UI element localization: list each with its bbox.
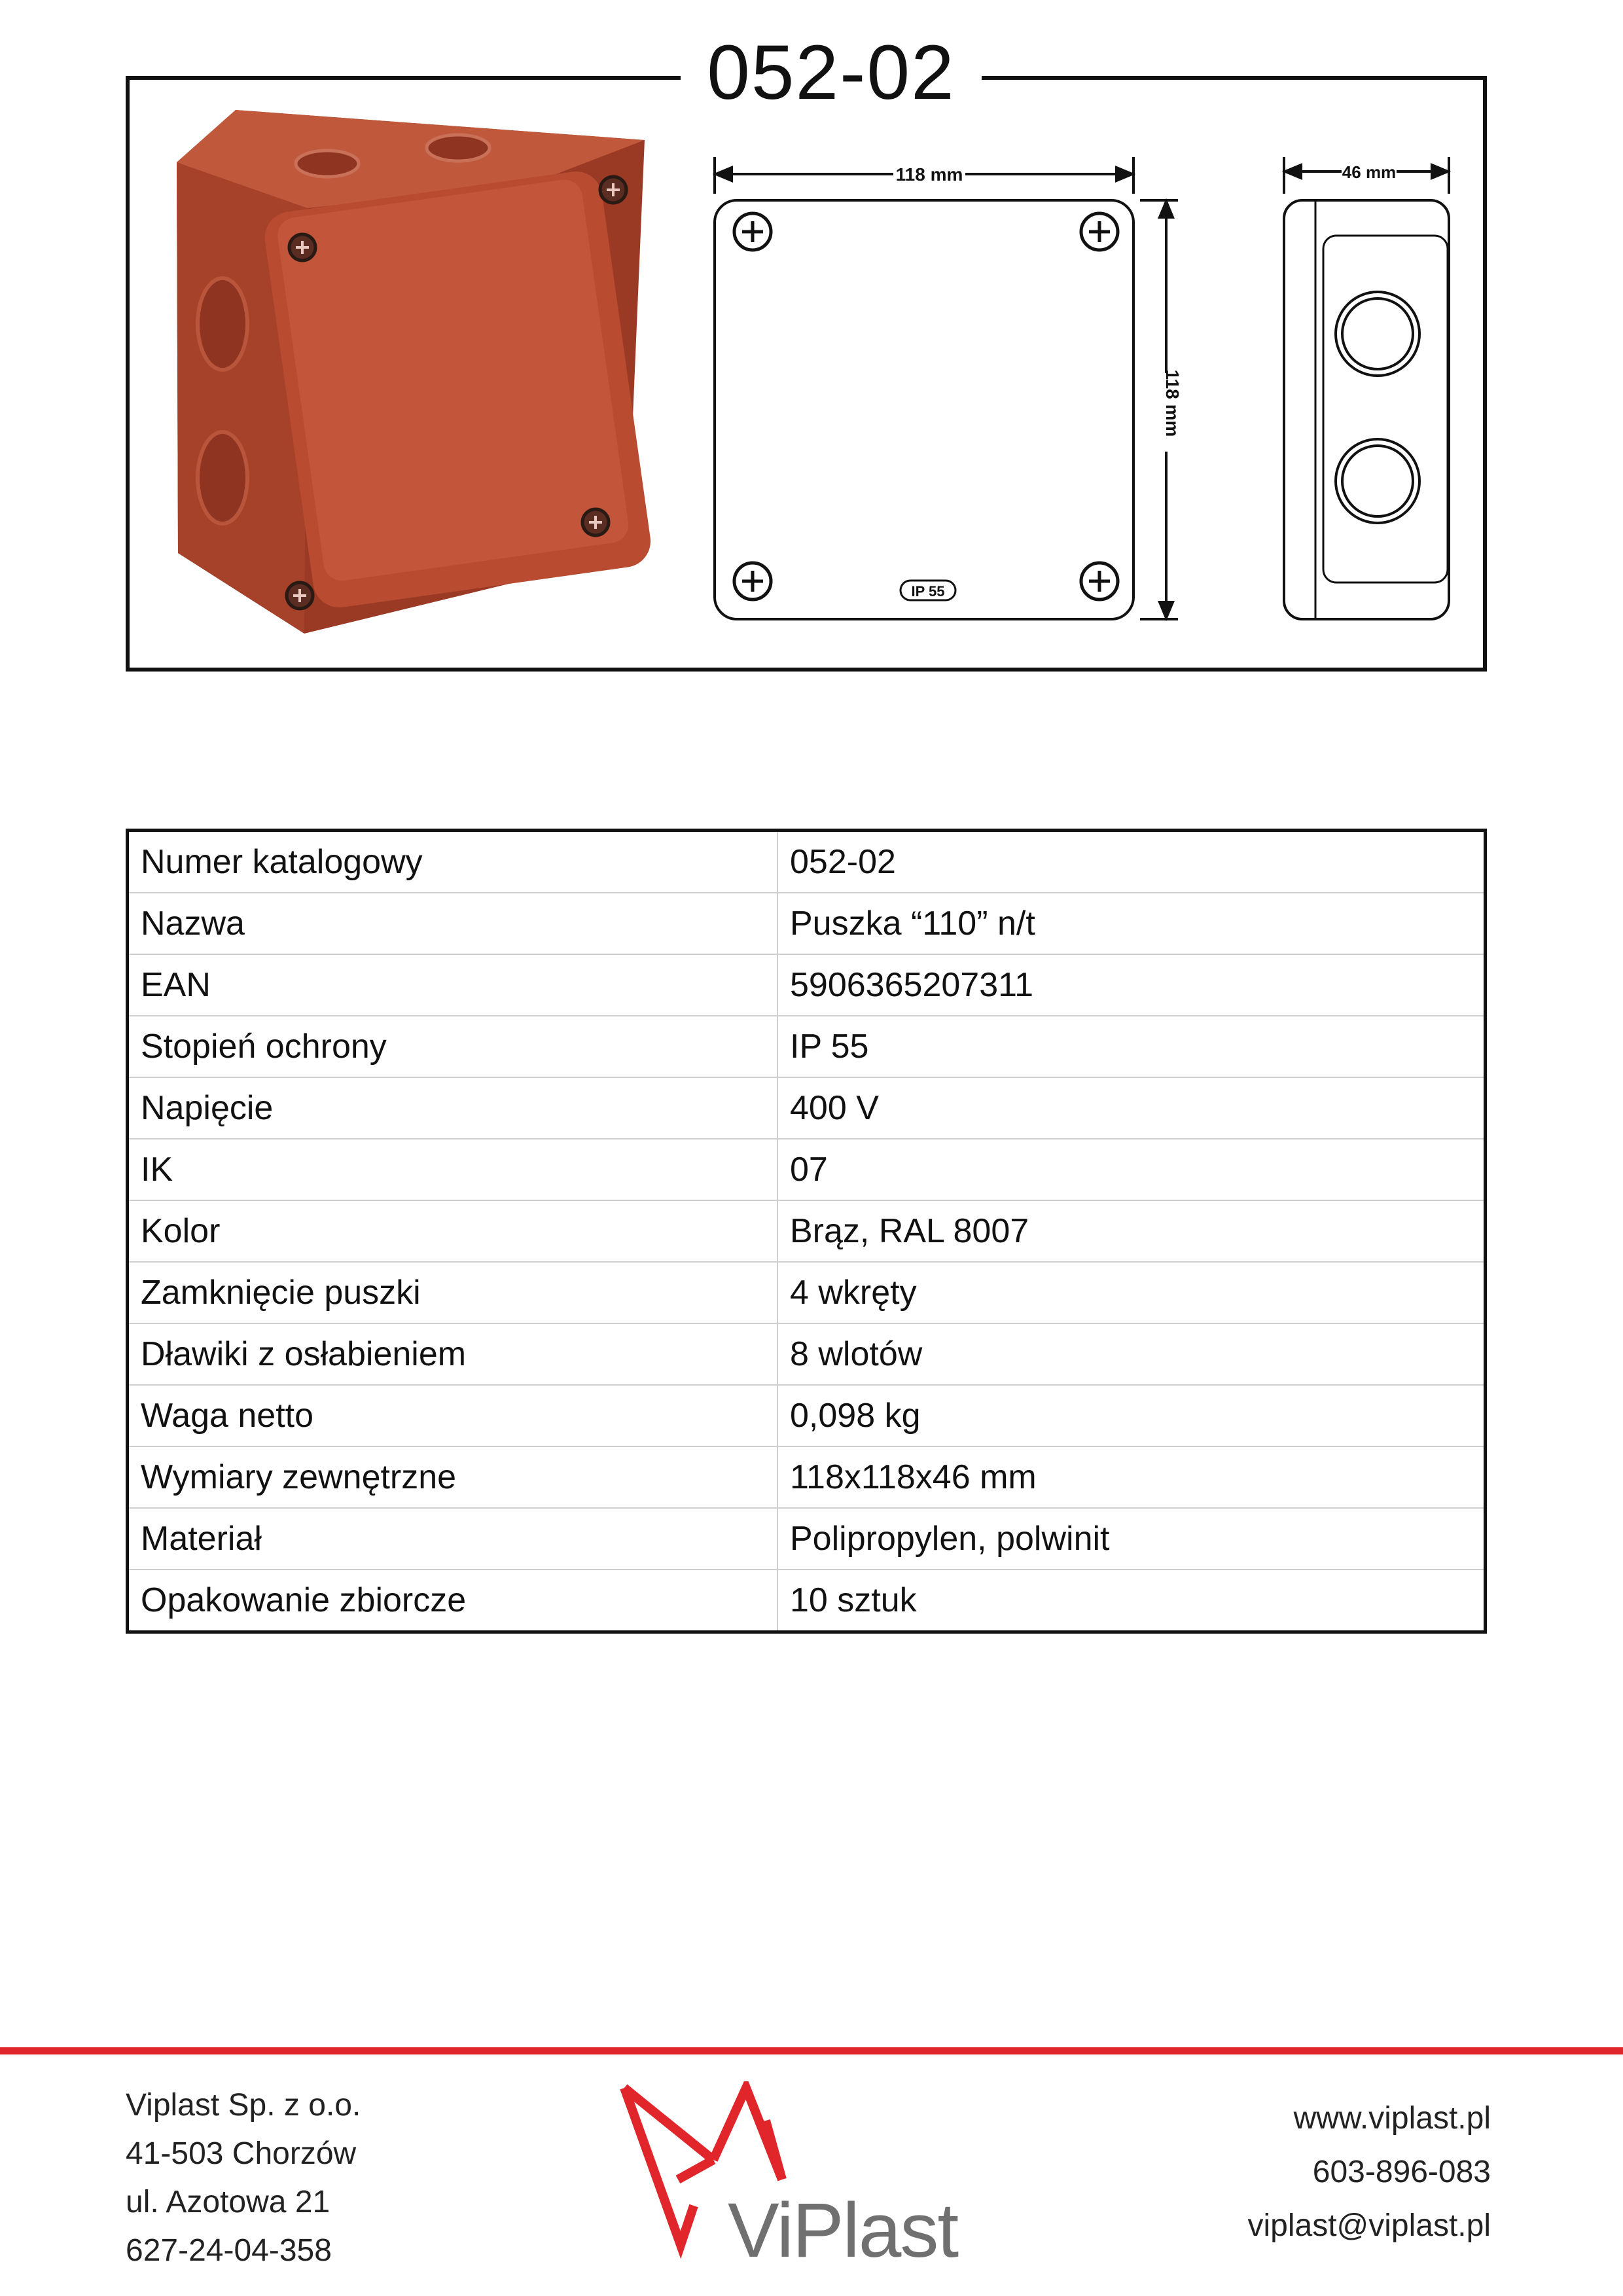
product-drawings — [0, 0, 1623, 694]
spec-value: 8 wlotów — [777, 1323, 1486, 1385]
table-row — [128, 1262, 1486, 1323]
spec-value: 118x118x46 mm — [777, 1446, 1486, 1508]
spec-key: Zamknięcie puszki — [128, 1262, 778, 1323]
spec-key: Numer katalogowy — [128, 831, 778, 893]
product-code-title: 052-02 — [681, 30, 982, 115]
spec-key: Nazwa — [128, 893, 778, 954]
spec-value: Puszka “110” n/t — [777, 893, 1486, 954]
table-row — [128, 954, 1486, 1016]
table-row — [128, 1016, 1486, 1077]
phone-number: 603-896-083 — [1312, 2155, 1491, 2189]
spec-key: Materiał — [128, 1508, 778, 1570]
table-row — [128, 1200, 1486, 1262]
table-row — [128, 1570, 1486, 1632]
spec-value: 400 V — [777, 1077, 1486, 1139]
ip-rating-badge: IP 55 — [911, 583, 945, 600]
spec-key: Napięcie — [128, 1077, 778, 1139]
company-name: Viplast Sp. z o.o. — [126, 2088, 361, 2123]
box-photo — [177, 110, 654, 634]
width-dimension-label: 118 mm — [895, 164, 963, 185]
spec-key: Wymiary zewnętrzne — [128, 1446, 778, 1508]
email-link[interactable]: viplast@viplast.pl — [1247, 2208, 1491, 2243]
table-row — [128, 1385, 1486, 1446]
postal-city: 41-503 Chorzów — [126, 2136, 357, 2171]
company-address — [126, 2081, 361, 2275]
spec-key: EAN — [128, 954, 778, 1016]
spec-value: Brąz, RAL 8007 — [777, 1200, 1486, 1262]
specification-table — [126, 829, 1487, 1634]
street: ul. Azotowa 21 — [126, 2185, 330, 2219]
spec-key: Kolor — [128, 1200, 778, 1262]
table-row — [128, 831, 1486, 893]
table-row — [128, 1508, 1486, 1570]
table-row — [128, 1139, 1486, 1200]
side-view-drawing — [1284, 157, 1449, 619]
spec-value: 052-02 — [777, 831, 1486, 893]
spec-value: 07 — [777, 1139, 1486, 1200]
spec-value: 10 sztuk — [790, 1581, 917, 1619]
table-row — [128, 893, 1486, 954]
logo-wordmark: ViPlast — [728, 2187, 958, 2274]
spec-key: Stopień ochrony — [128, 1016, 778, 1077]
footer-divider — [0, 2047, 1623, 2054]
website-link[interactable]: www.viplast.pl — [1293, 2101, 1491, 2136]
registration-number: 627-24-04-358 — [126, 2233, 332, 2268]
spec-value: Polipropylen, polwinit — [777, 1508, 1486, 1570]
table-row — [128, 1077, 1486, 1139]
spec-key: Waga netto — [128, 1385, 778, 1446]
spec-value: 5906365207311 — [777, 954, 1486, 1016]
front-view-drawing — [715, 157, 1178, 619]
company-contact — [1247, 2092, 1491, 2253]
table-row — [128, 1323, 1486, 1385]
height-dimension-label: 118 mm — [1162, 369, 1183, 437]
spec-value: IP 55 — [777, 1016, 1486, 1077]
table-row — [128, 1446, 1486, 1508]
spec-value: 0,098 kg — [777, 1385, 1486, 1446]
spec-key: Dławiki z osłabieniem — [128, 1323, 778, 1385]
spec-key: IK — [128, 1139, 778, 1200]
spec-key: Opakowanie zbiorcze — [128, 1570, 778, 1632]
depth-dimension-label: 46 mm — [1342, 162, 1397, 182]
spec-value: 4 wkręty — [777, 1262, 1486, 1323]
